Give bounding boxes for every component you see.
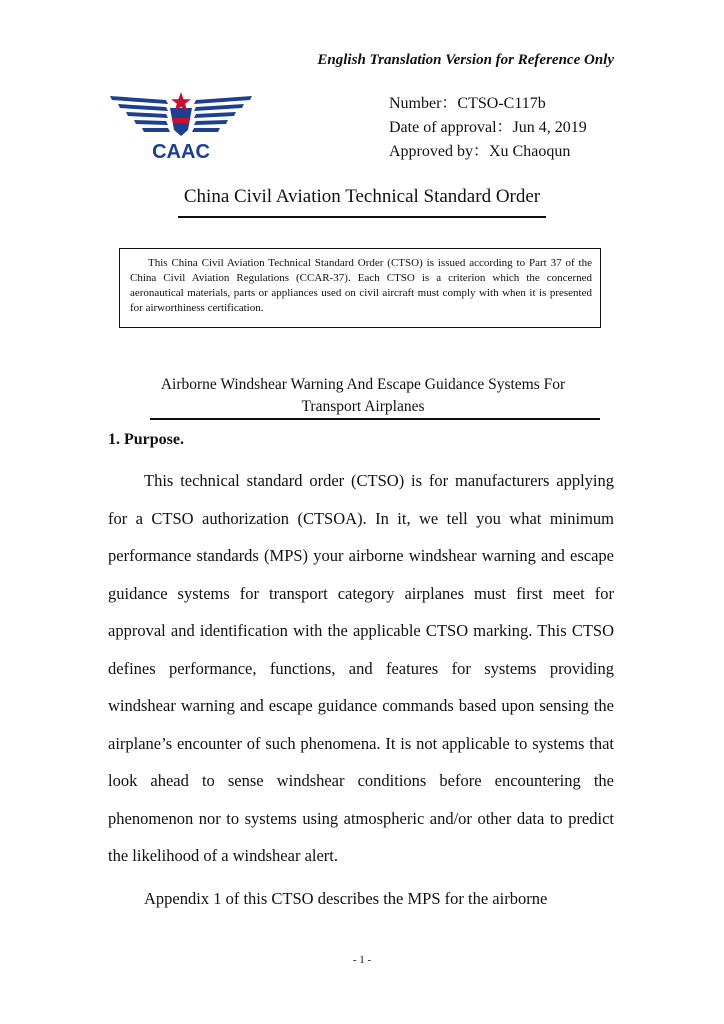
approved-by: Approved by：Xu Chaoqun xyxy=(389,143,571,160)
body-paragraph: This technical standard order (CTSO) is for manufacturers applying for a CTSO authorization (CTSOA). In it, we tell you what minimum performance standards (MPS) your airborne windshear warning and escape guidance systems for transport category airplanes must first meet for approval and identification with the applicable CTSO marking. This CTSO defines performance, functions, and features for systems providing windshear warning and escape guidance commands based upon sensing the airplane’s encounter of such phenomena. It is not applicable to systems that look ahead to sense windshear conditions before encountering the phenomenon nor to systems using atmospheric and/or other data to predict the likelihood of a windshear alert. xyxy=(108,471,614,865)
subject-underline xyxy=(150,418,600,420)
subject-title-line-1: Airborne Windshear Warning And Escape Guidance Systems For xyxy=(160,376,566,393)
document-number: Number：CTSO-C117b xyxy=(389,95,546,112)
logo-left-wing xyxy=(110,96,170,132)
title-underline xyxy=(178,216,546,218)
subject-title-line-2: Transport Airplanes xyxy=(301,398,425,415)
section-heading: 1. Purpose. xyxy=(108,431,184,448)
document-type-title: China Civil Aviation Technical Standard Order xyxy=(183,186,541,207)
page-number: - 1 - xyxy=(352,954,372,966)
approval-date: Date of approval：Jun 4, 2019 xyxy=(389,119,587,136)
logo-text: CAAC xyxy=(152,141,210,162)
document-metadata xyxy=(389,92,587,164)
body-paragraph: Appendix 1 of this CTSO describes the MPS for the airborne xyxy=(144,889,548,908)
ctso-notice-box: This China Civil Aviation Technical Standard Order (CTSO) is issued according to Part 37 of the China Civil Aviation Regulations (CCAR-37). Each CTSO is a criterion which the concerned aeronautical materials, parts or appliances used on civil aircraft must comply with when it is presented for airworthiness certification. xyxy=(119,248,601,328)
translation-note: English Translation Version for Reference Only xyxy=(317,52,614,68)
logo-red-band xyxy=(172,118,190,123)
caac-logo xyxy=(108,90,254,162)
subject-title xyxy=(130,374,596,418)
logo-right-wing xyxy=(192,96,252,132)
